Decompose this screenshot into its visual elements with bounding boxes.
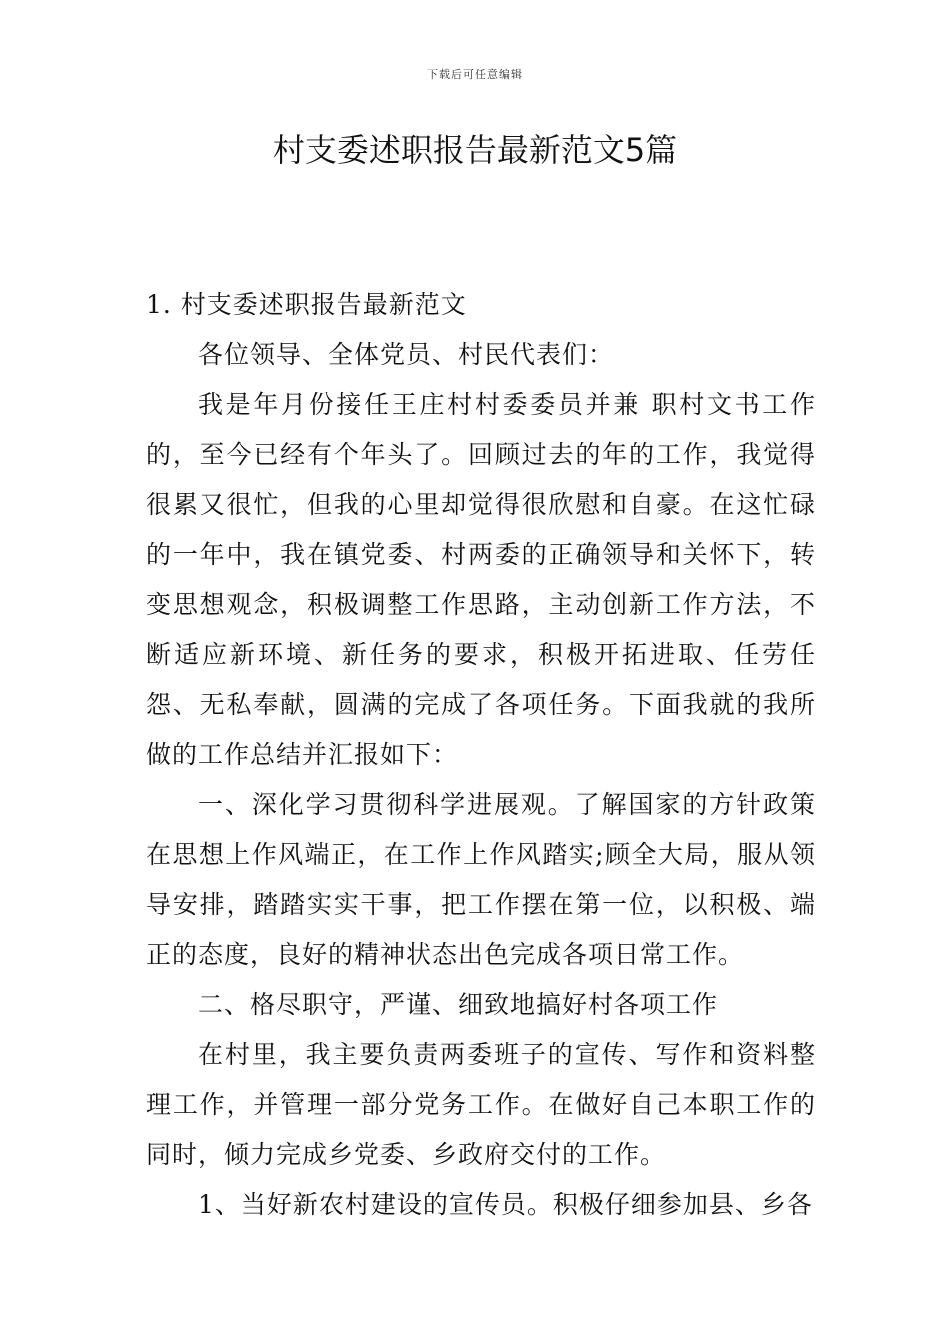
document-title: 村支委述职报告最新范文5篇 [272,131,678,169]
duties-paragraph: 在村里，我主要负责两委班子的宣传、写作和资料整理工作，并管理一部分党务工作。在做好自己本职工作的同时，倾力完成乡党委、乡政府交付的工作。 [146,1040,816,1169]
intro-paragraph: 我是年月份接任王庄村村委委员并兼 职村文书工作的，至今已经有个年头了。回顾过去的年的工作，我觉得很累又很忙，但我的心里却觉得很欣慰和自豪。在这忙碌的一年中，我在镇党委、村两委的正确领导和关怀下，转变思想观念，积极调整工作思路，主动创新工作方法，不断适应新环境、新任务的要求，积极开拓进取、任劳任怨、无私奉献，圆满的完成了各项任务。下面我就的我所做的工作总结并汇报如下： [146,390,816,769]
point-one-paragraph: 一、深化学习贯彻科学进展观。了解国家的方针政策在思想上作风端正，在工作上作风踏实;顾全大局，服从领导安排，踏踏实实干事，把工作摆在第一位，以积极、端正的态度，良好的精神状态出色完成各项日常工作。 [146,790,816,969]
section-heading: 1. 村支委述职报告最新范文 [146,290,467,319]
subpoint-one-paragraph: 1、当好新农村建设的宣传员。积极仔细参加县、乡各 [198,1190,813,1219]
document-body [146,280,816,1230]
point-two-heading: 二、格尽职守，严谨、细致地搞好村各项工作 [198,990,719,1019]
salutation-paragraph: 各位领导、全体党员、村民代表们： [198,340,615,369]
header-note: 下载后可任意编辑 [427,68,523,81]
